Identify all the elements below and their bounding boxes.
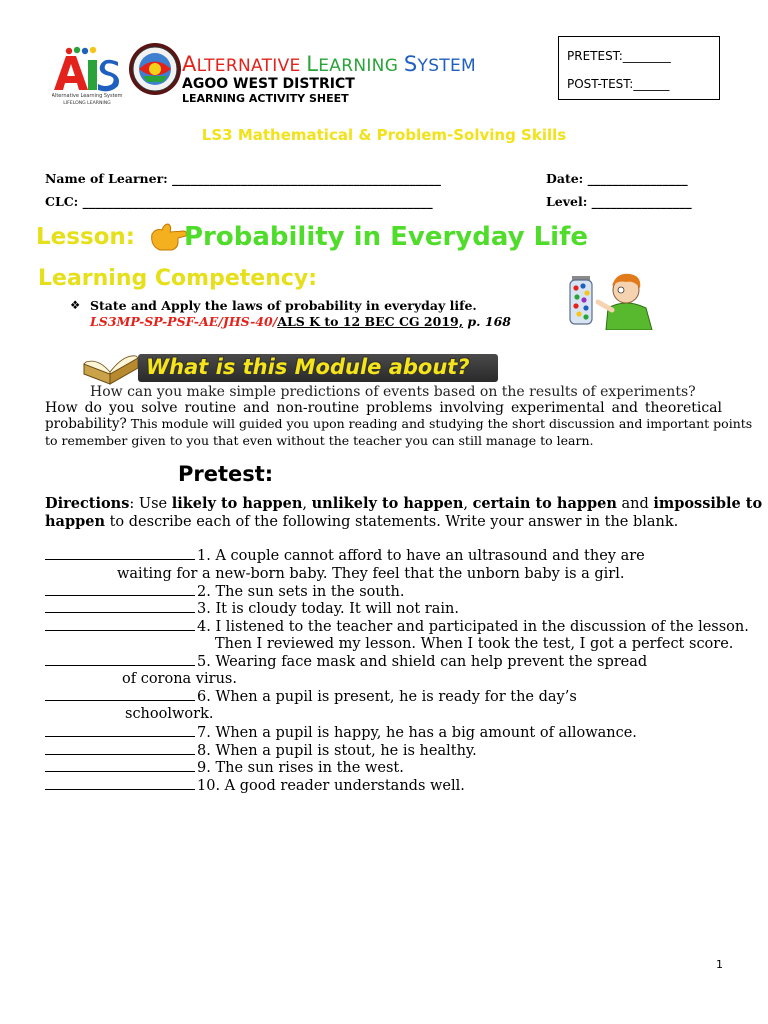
als-title-word-1: ALTERNATIVE xyxy=(182,52,301,76)
lesson-title: Probability in Everyday Life xyxy=(184,222,589,252)
answer-blank-5[interactable] xyxy=(45,653,195,666)
date-field[interactable]: Date: ________________ xyxy=(546,171,688,186)
question-3: 3. It is cloudy today. It will not rain. xyxy=(45,600,459,617)
intro-line-3: probability? This module will guided you upon reading and studying the short discussion and important points xyxy=(45,416,753,432)
question-9: 9. The sun rises in the west. xyxy=(45,759,404,776)
lesson-label: Lesson: xyxy=(36,224,136,250)
als-title-word-2: LEARNING xyxy=(306,52,399,76)
sheet-type: LEARNING ACTIVITY SHEET xyxy=(182,92,349,105)
competency-code: LS3MP-SP-PSF-AE/JHS-40/ALS K to 12 BEC CG 2019, p. 168 xyxy=(90,314,511,329)
level-field[interactable]: Level: ________________ xyxy=(546,194,692,209)
answer-blank-4[interactable] xyxy=(45,618,195,631)
answer-blank-6[interactable] xyxy=(45,688,195,701)
question-4-continued: Then I reviewed my lesson. When I took the test, I got a perfect score. xyxy=(215,636,734,652)
answer-blank-10[interactable] xyxy=(45,777,195,790)
pretest-heading: Pretest: xyxy=(178,462,274,486)
als-logo xyxy=(52,46,122,106)
question-7: 7. When a pupil is happy, he has a big amount of allowance. xyxy=(45,724,637,741)
question-1-continued: waiting for a new-born baby. They feel that the unborn baby is a girl. xyxy=(117,566,625,582)
pretest-score-field[interactable]: PRETEST:________ xyxy=(567,49,671,63)
answer-blank-2[interactable] xyxy=(45,583,195,596)
district-name: AGOO WEST DISTRICT xyxy=(182,76,355,92)
question-1: 1. A couple cannot afford to have an ultrasound and they are xyxy=(45,547,645,564)
intro-line-1: How can you make simple predictions of events based on the results of experiments? xyxy=(90,384,696,400)
answer-blank-3[interactable] xyxy=(45,600,195,613)
directions-line-1: Directions: Use likely to happen, unlikely to happen, certain to happen and impossible to xyxy=(45,495,763,512)
posttest-score-field[interactable]: POST-TEST:______ xyxy=(567,77,670,91)
question-6-continued: schoolwork. xyxy=(125,706,214,722)
logo-caption: Alternative Learning System xyxy=(52,93,122,99)
directions-line-2: happen to describe each of the following statements. Write your answer in the blank. xyxy=(45,513,679,530)
competency-text: State and Apply the laws of probability in everyday life. xyxy=(90,298,477,313)
als-title xyxy=(182,52,476,76)
clc-field[interactable]: CLC: ________________________________________________________ xyxy=(45,194,433,209)
intro-line-2: How do you solve routine and non-routine problems involving experimental and theoretical xyxy=(45,400,722,416)
question-5-continued: of corona virus. xyxy=(122,671,237,687)
subject-title: LS3 Mathematical & Problem-Solving Skills xyxy=(201,126,567,144)
open-book-icon xyxy=(82,350,140,386)
als-title-word-3: SYSTEM xyxy=(403,52,476,76)
question-6: 6. When a pupil is present, he is ready for the day’s xyxy=(45,688,577,705)
answer-blank-8[interactable] xyxy=(45,742,195,755)
learner-name-field[interactable]: Name of Learner: ___________________________________________ xyxy=(45,171,441,186)
question-10: 10. A good reader understands well. xyxy=(45,777,465,794)
diamond-bullet-icon: ❖ xyxy=(70,298,81,312)
question-5: 5. Wearing face mask and shield can help prevent the spread xyxy=(45,653,647,670)
answer-blank-9[interactable] xyxy=(45,759,195,772)
page-number: 1 xyxy=(716,958,723,971)
logo-tagline: LIFELONG LEARNING xyxy=(63,101,111,106)
question-4: 4. I listened to the teacher and participated in the discussion of the lesson. xyxy=(45,618,749,635)
question-2: 2. The sun sets in the south. xyxy=(45,583,405,600)
scientist-with-jar-illustration xyxy=(566,268,658,330)
competency-heading: Learning Competency: xyxy=(38,266,318,291)
module-about-heading: What is this Module about? xyxy=(146,355,470,379)
intro-line-4: to remember given to you that even without the teacher you can still manage to learn. xyxy=(45,433,594,448)
answer-blank-7[interactable] xyxy=(45,724,195,737)
question-8: 8. When a pupil is stout, he is healthy. xyxy=(45,742,477,759)
pointing-hand-icon xyxy=(148,220,188,254)
test-score-box xyxy=(558,36,720,100)
district-seal xyxy=(128,42,182,96)
answer-blank-1[interactable] xyxy=(45,547,195,560)
